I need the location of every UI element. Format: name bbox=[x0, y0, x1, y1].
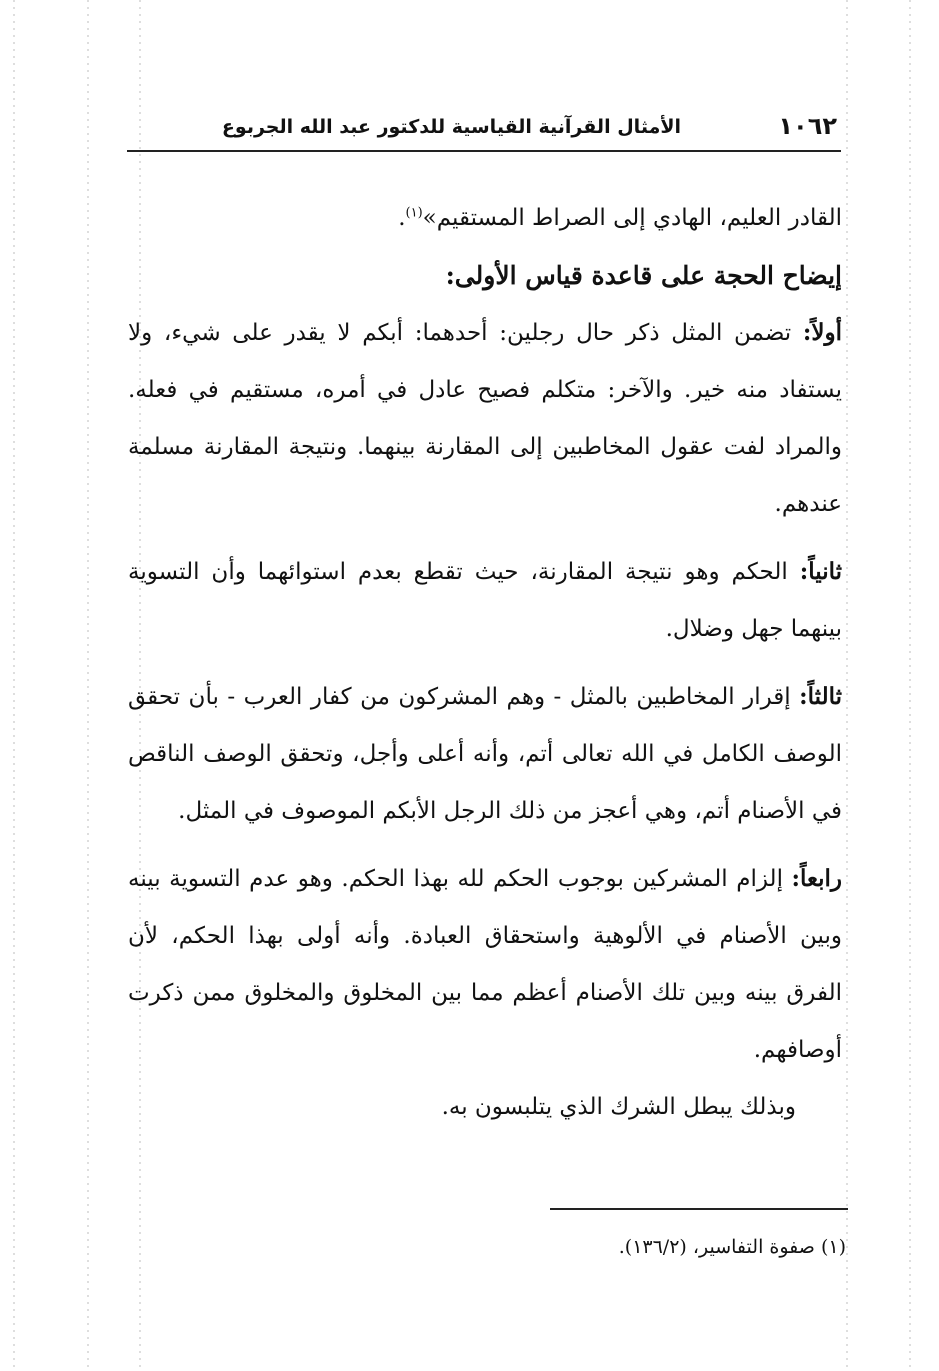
point-4-lead: رابعاً: bbox=[791, 865, 842, 892]
intro-line: القادر العليم، الهادي إلى الصراط المستقيم» bbox=[422, 205, 842, 231]
point-2-lead: ثانياً: bbox=[799, 558, 842, 585]
page-number: ١٠٦٢ bbox=[778, 112, 837, 140]
closing-paragraph: وبذلك يبطل الشرك الذي يتلبسون به. bbox=[441, 1094, 796, 1120]
footnote: (١) صفوة التفاسير، (١٣٦/٢). bbox=[618, 1236, 846, 1258]
page-header bbox=[127, 108, 841, 152]
footnote-ref: (١) bbox=[405, 205, 423, 221]
point-3-lead: ثالثاً: bbox=[799, 683, 842, 710]
point-2-text: الحكم وهو نتيجة المقارنة، حيث تقطع بعدم استوائهما وأن التسوية بينهما جهل وضلال. bbox=[128, 559, 842, 642]
point-3-text: إقرار المخاطبين بالمثل - وهم المشركون من كفار العرب - بأن تحقق الوصف الكامل في الله تعالى أتم، وأنه أعلى وأجل، وتحقق الوصف الناقص في الأصنام أتم، وهي أعجز من ذلك الرجل الأبكم الموصوف في المثل. bbox=[128, 684, 842, 824]
point-1-lead: أولاً: bbox=[802, 319, 842, 346]
intro-paragraph bbox=[128, 190, 842, 247]
section-heading: إيضاح الحجة على قاعدة قياس الأولى: bbox=[445, 261, 842, 290]
point-3 bbox=[128, 668, 842, 840]
point-4-text: إلزام المشركين بوجوب الحكم لله بهذا الحكم. وهو عدم التسوية بينه وبين الأصنام في الألوهية واستحقاق العبادة. وأنه أولى بهذا الحكم، لأن الفرق بينه وبين تلك الأصنام أعظم مما بين المخلوق والمخلوق ممن ذكرت أوصافهم. bbox=[128, 866, 842, 1063]
header-rule bbox=[127, 150, 841, 152]
footnote-rule bbox=[550, 1208, 848, 1210]
point-1 bbox=[128, 304, 842, 533]
point-4 bbox=[128, 850, 842, 1079]
running-title: الأمثال القرآنية القياسية للدكتور عبد الله الجربوع bbox=[221, 116, 681, 138]
point-2 bbox=[128, 543, 842, 658]
point-1-text: تضمن المثل ذكر حال رجلين: أحدهما: أبكم لا يقدر على شيء، ولا يستفاد منه خير. والآخر: متكلم فصيح عادل في أمره، مستقيم في فعله. والمراد لفت عقول المخاطبين إلى المقارنة بينهما. ونتيجة المقارنة مسلمة عندهم. bbox=[128, 320, 842, 517]
intro-end: . bbox=[398, 205, 406, 231]
body-text bbox=[128, 190, 842, 1136]
